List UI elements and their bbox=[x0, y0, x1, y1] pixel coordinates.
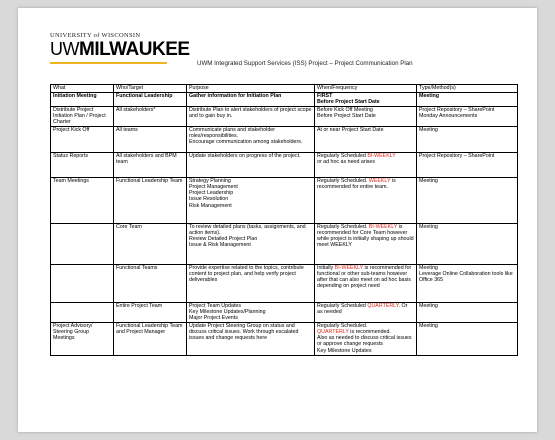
when-text: Regularly Scheduled bbox=[317, 302, 368, 309]
cell-type: Project Repository – SharePoint bbox=[417, 152, 518, 177]
when-text: Regularly Scheduled. bbox=[317, 322, 368, 329]
cell-when bbox=[315, 223, 417, 264]
header-who: Who/Target bbox=[114, 85, 187, 93]
header-purpose: Purpose bbox=[187, 85, 315, 93]
cell-who: Functional Teams bbox=[114, 264, 187, 302]
document-title: UWM Integrated Support Services (ISS) Project – Project Communication Plan bbox=[197, 60, 413, 67]
table-header-row bbox=[51, 85, 518, 93]
when-frequency-highlight: QUARTERLY bbox=[317, 328, 349, 335]
communication-plan-table bbox=[50, 84, 518, 356]
cell-what bbox=[51, 302, 114, 322]
when-text: Initially bbox=[317, 264, 335, 271]
logo-wordmark bbox=[50, 40, 190, 59]
when-frequency-highlight: BI-WEEKLY bbox=[368, 223, 398, 230]
when-text-continued: is recommended for functional or other sub-teams however after that can also meet on ad hoc basis depending on project need bbox=[317, 264, 412, 290]
header-type: Type/Method(s) bbox=[417, 85, 518, 93]
cell-purpose: Project Team Updates Key Milestone Updates/Planning Major Project Events bbox=[187, 302, 315, 322]
cell-purpose: Update stakeholders on progress of the project. bbox=[187, 152, 315, 177]
header-when: When/Frequency bbox=[315, 85, 417, 93]
when-text-continued: or ad hoc as need arises bbox=[317, 158, 376, 165]
cell-who: All teams bbox=[114, 126, 187, 152]
cell-what: Initiation Meeting bbox=[51, 92, 114, 106]
cell-type: Project Repository – SharePoint Monday Announcements bbox=[417, 106, 518, 126]
cell-when bbox=[315, 322, 417, 355]
cell-what: Team Meetings bbox=[51, 177, 114, 223]
cell-who: Functional Leadership bbox=[114, 92, 187, 106]
cell-purpose: Communicate plans and stakeholder roles/responsibilities. Encourage communication among stakeholders. bbox=[187, 126, 315, 152]
cell-type: Meeting bbox=[417, 302, 518, 322]
cell-who: All stakeholders* bbox=[114, 106, 187, 126]
table-row bbox=[51, 302, 518, 322]
when-text: Before Kick Off Meeting Before Project Start Date bbox=[317, 106, 376, 119]
cell-who: All stakeholders and BPM team bbox=[114, 152, 187, 177]
cell-when bbox=[315, 264, 417, 302]
cell-type: Meeting bbox=[417, 126, 518, 152]
cell-purpose: To review detailed plans (tasks, assignments, and action items). Review Detailed Project Plan Issue & Risk Management bbox=[187, 223, 315, 264]
table-row bbox=[51, 264, 518, 302]
cell-what: Project Advisory/ Steering Group Meetings bbox=[51, 322, 114, 355]
cell-purpose: Provide expertise related to the topics, contribute content to project plan, and help verify project deliverables bbox=[187, 264, 315, 302]
table-row bbox=[51, 152, 518, 177]
cell-who: Entire Project Team bbox=[114, 302, 187, 322]
cell-who: Functional Leadership Team and Project Manager bbox=[114, 322, 187, 355]
cell-purpose: Distribute Plan to alert stakeholders of project scope and to gain buy in. bbox=[187, 106, 315, 126]
table-row bbox=[51, 92, 518, 106]
cell-what bbox=[51, 223, 114, 264]
when-frequency-highlight: BI-WEEKLY bbox=[367, 152, 396, 159]
cell-when bbox=[315, 92, 417, 106]
cell-when bbox=[315, 177, 417, 223]
table-row bbox=[51, 177, 518, 223]
when-frequency-highlight: WEEKLY bbox=[368, 177, 391, 184]
table-row bbox=[51, 223, 518, 264]
table-row bbox=[51, 106, 518, 126]
when-text-continued: . Or as needed bbox=[317, 302, 408, 315]
when-frequency-highlight: BI-WEEKLY bbox=[334, 264, 364, 271]
cell-when bbox=[315, 152, 417, 177]
when-text: FIRST Before Project Start Date bbox=[317, 92, 380, 105]
when-text-continued: is recommended for Core Team however while project is initially shaping up should meet WEEKLY bbox=[317, 223, 414, 249]
cell-when bbox=[315, 106, 417, 126]
logo-uw-text: UW bbox=[50, 39, 79, 59]
cell-type: Meeting Leverage Online Collaboration tools like Office 365 bbox=[417, 264, 518, 302]
uwm-logo bbox=[50, 32, 190, 59]
header-what: What bbox=[51, 85, 114, 93]
cell-when bbox=[315, 126, 417, 152]
cell-type: Meeting bbox=[417, 177, 518, 223]
when-text-continued: is recommended. Also as needed to discuss critical issues or approve change requests Key Milestone Updates bbox=[317, 328, 412, 354]
cell-what: Status Reports bbox=[51, 152, 114, 177]
logo-milwaukee-text: MILWAUKEE bbox=[79, 39, 190, 60]
cell-type: Meeting bbox=[417, 322, 518, 355]
cell-what: Distribute Project Initiation Plan / Project Charter bbox=[51, 106, 114, 126]
cell-what: Project Kick Off bbox=[51, 126, 114, 152]
cell-who: Core Team bbox=[114, 223, 187, 264]
table-row bbox=[51, 322, 518, 355]
when-text-continued: is recommended for entire team. bbox=[317, 177, 396, 190]
when-text: Regularly Scheduled bbox=[317, 152, 368, 159]
cell-purpose: Update Project Steering Group on status and discuss critical issues. Work through escalated issues and change requests here bbox=[187, 322, 315, 355]
cell-purpose: Strategy Planning Project Management Project Leadership Issue Resolution Risk Management bbox=[187, 177, 315, 223]
cell-who: Functional Leadership Team bbox=[114, 177, 187, 223]
table-row bbox=[51, 126, 518, 152]
cell-what bbox=[51, 264, 114, 302]
cell-type: Meeting bbox=[417, 223, 518, 264]
logo-university-text: UNIVERSITY of WISCONSIN bbox=[50, 32, 141, 39]
cell-when bbox=[315, 302, 417, 322]
when-text: At or near Project Start Date bbox=[317, 126, 384, 133]
cell-type: Meeting bbox=[417, 92, 518, 106]
logo-gold-rule bbox=[50, 62, 167, 64]
when-frequency-highlight: QUARTERLY bbox=[367, 302, 399, 309]
document-page bbox=[18, 8, 537, 432]
when-text: Regularly Scheduled. bbox=[317, 223, 369, 230]
cell-purpose: Gather information for Initiation Plan bbox=[187, 92, 315, 106]
when-text: Regularly Scheduled. bbox=[317, 177, 369, 184]
